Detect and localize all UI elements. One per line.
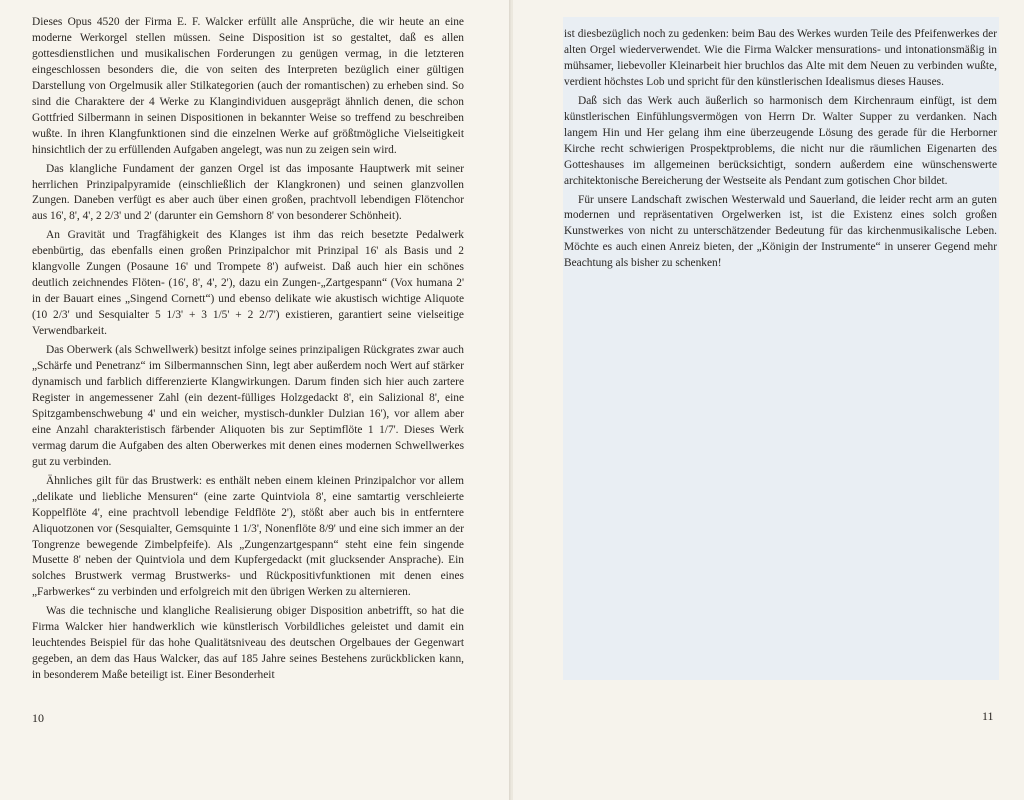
paragraph: Dieses Opus 4520 der Firma E. F. Walcker erfüllt alle Ansprüche, die wir heute an eine moderne Werkorgel stellen müssen. Seine Disposition ist so gestaltet, daß es allen gottesdienstlichen und musikalischen Forderungen zu genügen vermag, in die letzteren eingeschlossen besonders die, die von seiten des Interpreten bezüglich einer gültigen Darstellung von Orgelmusik aller Stilkategorien (auch der romantischen) zu erheben sind. So sind die Charaktere der 4 Werke zu Klangindividuen ausgeprägt ähnlich denen, die schon Gottfried Silbermann in seinen Dispositionen in bekannter Weise so treffend zu beschreiben wußte. In ihren Klangfunktionen sind die einzelnen Werke auf größtmögliche Vielseitigkeit hinsichtlich der zu erfüllenden Aufgaben angelegt, was nun zu zeigen sein wird.	[32, 16, 464, 156]
page-number: 11	[982, 709, 994, 723]
paragraph: Was die technische und klangliche Realisierung obiger Disposition anbetrifft, so hat die Firma Walcker hier handwerklich wie künstlerisch Vorbildliches geleistet und damit ein leuchtendes Beispiel für das hohe Qualitätsniveau des deutschen Orgelbaues der Gegenwart gegeben, an dem das Haus Walcker, das auf 185 Jahre seines Bestehens zurückblicken kann, in besonderem Maße beteiligt ist. Einer Besonderheit	[32, 605, 464, 682]
paragraph: Für unsere Landschaft zwischen Westerwald und Sauerland, die leider recht arm an guten modernen und repräsentativen Orgelwerken ist, ist die Existenz eines solch großen Kunstwerkes von nicht zu unterschätzender Bedeutung für das kirchenmusikalische Leben. Möchte es auch einen Anreiz bieten, der „Königin der Instrumente“ in unserer Gegend mehr Beachtung als bisher zu schenken!	[564, 193, 997, 270]
paragraph: Das klangliche Fundament der ganzen Orgel ist das imposante Hauptwerk mit seiner herrlichen Prinzipalpyramide (einschließlich der Klangkronen) und seinen glanzvollen Zungen. Daneben verfügt es aber auch über einen großen, prachtvoll lebendigen Flötenchor aus 16', 8', 4', 2 2/3' und 2' (darunter ein Gemshorn 8' von besonderer Schönheit).	[32, 162, 464, 223]
paragraph: ist diesbezüglich noch zu gedenken: beim Bau des Werkes wurden Teile des Pfeifenwerkes der alten Orgel wiederverwendet. Wie die Firma Walcker mensurations- und intonationsmäßig in mühsamer, liebevoller Kleinarbeit hier bruchlos das Alte mit dem Neuen zu verbinden wußte, verdient höchstes Lob und spricht für den künstlerischen Idealismus dieses Hauses.	[564, 28, 997, 88]
right-page	[513, 0, 1024, 800]
page-number: 10	[32, 711, 44, 725]
paragraph: Das Oberwerk (als Schwellwerk) besitzt infolge seines prinzipaligen Rückgrates zwar auch „Schärfe und Penetranz“ im Silbermannschen Sinn, legt aber außerdem noch Wert auf stärker dynamisch und farblich differenzierte Klangwirkungen. Darum finden sich hier auch zartere Register in angemessener Zahl (ein dezent-fülliges Holzgedackt 8', ein Salizional 8', eine Spitzgambenschwebung 4' und ein weicher, mystisch-dunkler Dulzian 16'), vor allem aber eine Anzahl charakteristisch färbender Aliquoten bis zur Septimflöte 1 1/7'. Dieses Werk vermag darum die Aufgaben des alten Oberwerkes mit denen eines modernen Schwellwerkes gut zu verbinden.	[32, 344, 464, 468]
paragraph: Ähnliches gilt für das Brustwerk: es enthält neben einem kleinen Prinzipalchor vor allem „delikate und liebliche Mensuren“ (eine zarte Quintviola 8', eine samtartig verschleierte Koppelflöte 4', eine prachtvoll lebendige Feldflöte 2'), stößt aber auch bis in entferntere Aliquotzonen vor (Sesquialter, Gemsquinte 1 1/3', Nonenflöte 8/9' und eine sich immer an der Tongrenze bewegende Zimbelpfeife). Als „Zungenzartgespann“ steht eine fein singende Musette 8' neben der Quintviola und dem Kupfergedackt (mit glucksender Ansprache). Ein solches Brustwerk vermag Brustwerks- und Rückpositivfunktionen mit denen eines „Farbwerkes“ zu verbinden und erfolgreich mit den übrigen Werken zu alternieren.	[32, 474, 464, 599]
left-page	[0, 0, 511, 800]
left-page-text	[32, 15, 464, 687]
paragraph: Daß sich das Werk auch äußerlich so harmonisch dem Kirchenraum einfügt, ist dem künstlerischen Einfühlungsvermögen von Herrn Dr. Walter Supper zu verdanken. Nach langem Hin und Her gelang ihm eine überzeugende Lösung des gerade für die Herborner Kirche recht schwierigen Prospektproblems, die nicht nur die räumlichen Eigenarten des Gotteshauses im allgemeinen berücksichtigt, sondern außerdem eine wünschenswerte architektonische Bereicherung der Westseite als Pendant zum gotischen Chor bildet.	[564, 94, 997, 187]
paragraph: An Gravität und Tragfähigkeit des Klanges ist ihm das reich besetzte Pedalwerk ebenbürtig, das ebenfalls einen großen Prinzipalchor mit Prinzipal 16' als Basis und 2 klangvolle Zungen (Posaune 16' und Trompete 8') aufweist. Daß auch hier ein schönes deutlich zeichnendes Flöten- (16', 8', 4', 2'), dazu ein Zungen-„Zartgespann“ (Vox humana 2' in der Bauart eines „Singend Cornett“) und ebenso delikate wie akustisch wichtige Aliquote (10 2/3' und Sesquialter 5 1/3' + 3 1/5' + 2 2/7') existieren, garantiert seine vielseitige Verwendbarkeit.	[32, 229, 464, 338]
right-page-text	[564, 27, 997, 275]
